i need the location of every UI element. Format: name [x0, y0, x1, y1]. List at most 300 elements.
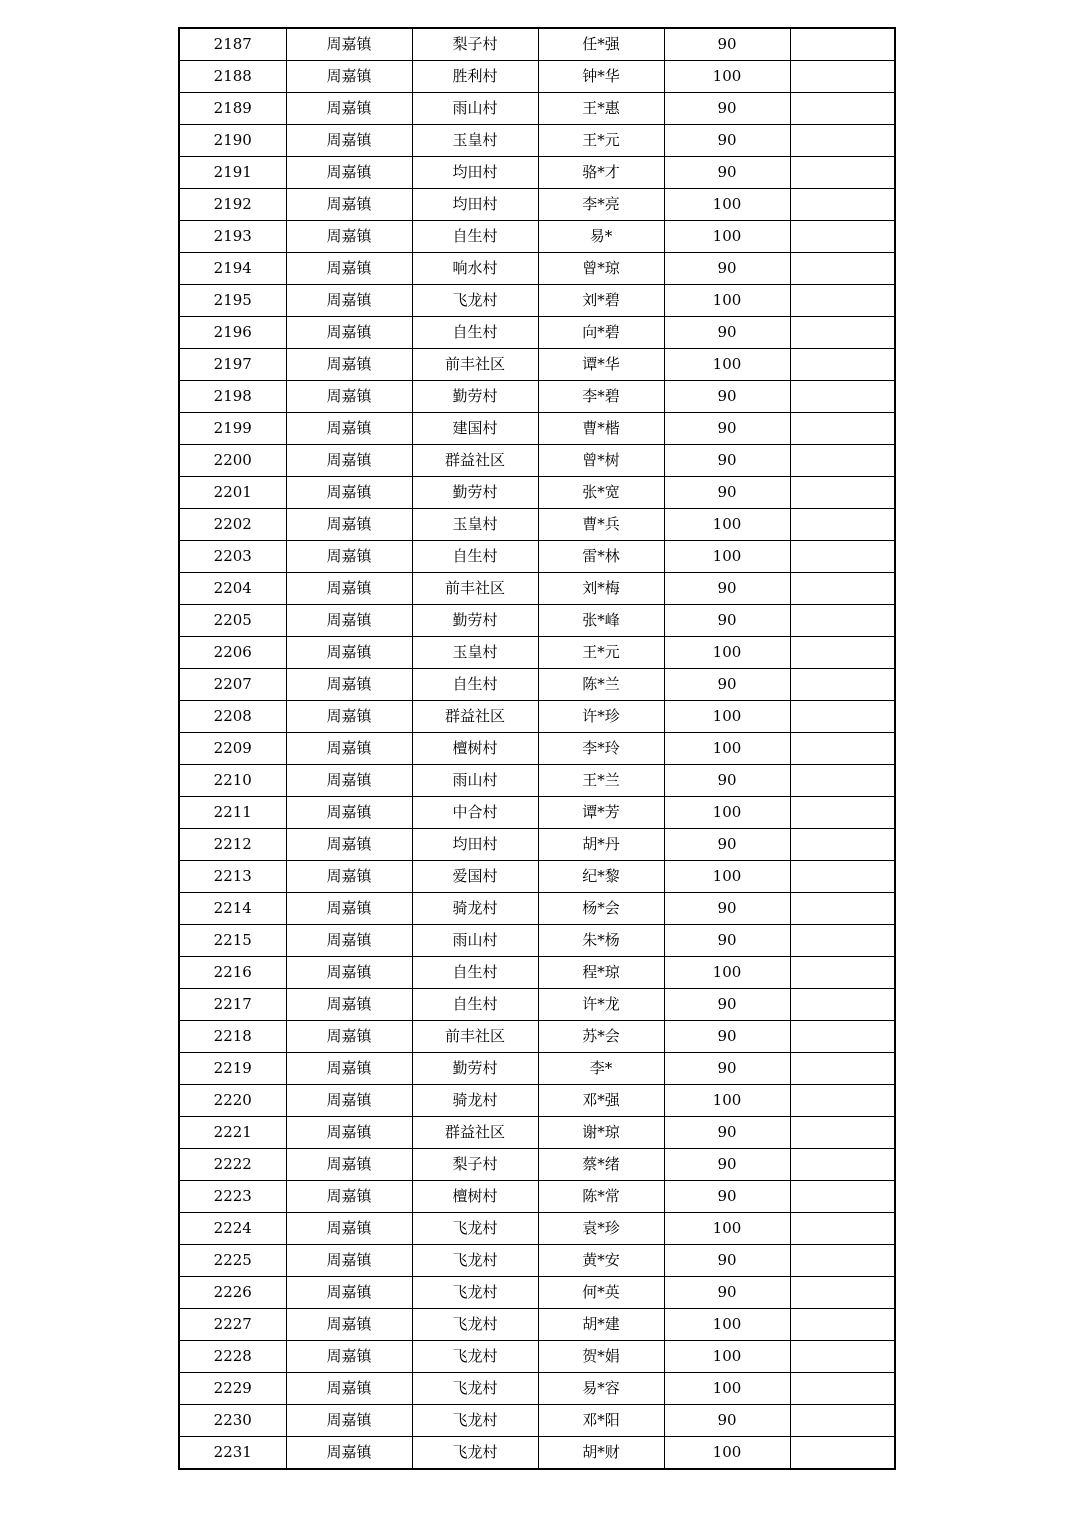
note-cell [790, 1181, 895, 1213]
village-cell: 响水村 [412, 253, 538, 285]
row-number-cell: 2191 [179, 157, 286, 189]
town-cell: 周嘉镇 [286, 1437, 412, 1470]
note-cell [790, 989, 895, 1021]
name-cell: 杨*会 [538, 893, 664, 925]
amount-cell: 90 [664, 157, 790, 189]
village-cell: 自生村 [412, 957, 538, 989]
note-cell [790, 1213, 895, 1245]
row-number-cell: 2200 [179, 445, 286, 477]
row-number-cell: 2218 [179, 1021, 286, 1053]
amount-cell: 100 [664, 541, 790, 573]
village-cell: 勤劳村 [412, 1053, 538, 1085]
town-cell: 周嘉镇 [286, 381, 412, 413]
table-row [179, 1117, 895, 1149]
village-cell: 均田村 [412, 829, 538, 861]
village-cell: 雨山村 [412, 765, 538, 797]
amount-cell: 100 [664, 1341, 790, 1373]
town-cell: 周嘉镇 [286, 1373, 412, 1405]
name-cell: 王*兰 [538, 765, 664, 797]
town-cell: 周嘉镇 [286, 669, 412, 701]
row-number-cell: 2226 [179, 1277, 286, 1309]
note-cell [790, 1341, 895, 1373]
row-number-cell: 2198 [179, 381, 286, 413]
name-cell: 黄*安 [538, 1245, 664, 1277]
note-cell [790, 541, 895, 573]
table-row [179, 445, 895, 477]
name-cell: 纪*黎 [538, 861, 664, 893]
village-cell: 飞龙村 [412, 1405, 538, 1437]
row-number-cell: 2211 [179, 797, 286, 829]
note-cell [790, 445, 895, 477]
village-cell: 骑龙村 [412, 893, 538, 925]
town-cell: 周嘉镇 [286, 28, 412, 61]
village-cell: 梨子村 [412, 28, 538, 61]
row-number-cell: 2225 [179, 1245, 286, 1277]
name-cell: 贺*娟 [538, 1341, 664, 1373]
table-row [179, 605, 895, 637]
name-cell: 朱*杨 [538, 925, 664, 957]
name-cell: 张*峰 [538, 605, 664, 637]
name-cell: 李*碧 [538, 381, 664, 413]
note-cell [790, 797, 895, 829]
note-cell [790, 61, 895, 93]
row-number-cell: 2220 [179, 1085, 286, 1117]
amount-cell: 100 [664, 637, 790, 669]
name-cell: 苏*会 [538, 1021, 664, 1053]
village-cell: 飞龙村 [412, 1373, 538, 1405]
village-cell: 前丰社区 [412, 573, 538, 605]
note-cell [790, 637, 895, 669]
row-number-cell: 2195 [179, 285, 286, 317]
amount-cell: 100 [664, 733, 790, 765]
town-cell: 周嘉镇 [286, 541, 412, 573]
town-cell: 周嘉镇 [286, 477, 412, 509]
village-cell: 自生村 [412, 669, 538, 701]
row-number-cell: 2207 [179, 669, 286, 701]
amount-cell: 90 [664, 829, 790, 861]
village-cell: 中合村 [412, 797, 538, 829]
row-number-cell: 2212 [179, 829, 286, 861]
amount-cell: 90 [664, 253, 790, 285]
name-cell: 谭*华 [538, 349, 664, 381]
village-cell: 骑龙村 [412, 1085, 538, 1117]
note-cell [790, 701, 895, 733]
table-row [179, 477, 895, 509]
name-cell: 袁*珍 [538, 1213, 664, 1245]
row-number-cell: 2206 [179, 637, 286, 669]
note-cell [790, 221, 895, 253]
amount-cell: 90 [664, 893, 790, 925]
note-cell [790, 28, 895, 61]
name-cell: 许*龙 [538, 989, 664, 1021]
table-row [179, 829, 895, 861]
town-cell: 周嘉镇 [286, 861, 412, 893]
name-cell: 陈*常 [538, 1181, 664, 1213]
table-row [179, 1405, 895, 1437]
name-cell: 曹*楷 [538, 413, 664, 445]
table-row [179, 573, 895, 605]
amount-cell: 100 [664, 797, 790, 829]
village-cell: 自生村 [412, 541, 538, 573]
name-cell: 许*珍 [538, 701, 664, 733]
table-row [179, 1373, 895, 1405]
town-cell: 周嘉镇 [286, 573, 412, 605]
town-cell: 周嘉镇 [286, 189, 412, 221]
village-cell: 勤劳村 [412, 477, 538, 509]
row-number-cell: 2194 [179, 253, 286, 285]
town-cell: 周嘉镇 [286, 1149, 412, 1181]
amount-cell: 90 [664, 1053, 790, 1085]
table-row [179, 253, 895, 285]
row-number-cell: 2216 [179, 957, 286, 989]
name-cell: 胡*财 [538, 1437, 664, 1470]
table-row [179, 509, 895, 541]
name-cell: 何*英 [538, 1277, 664, 1309]
village-cell: 胜利村 [412, 61, 538, 93]
village-cell: 群益社区 [412, 445, 538, 477]
village-cell: 飞龙村 [412, 1309, 538, 1341]
name-cell: 邓*强 [538, 1085, 664, 1117]
note-cell [790, 413, 895, 445]
table-row [179, 957, 895, 989]
village-cell: 自生村 [412, 989, 538, 1021]
note-cell [790, 573, 895, 605]
village-cell: 前丰社区 [412, 349, 538, 381]
village-cell: 梨子村 [412, 1149, 538, 1181]
amount-cell: 90 [664, 125, 790, 157]
table-row [179, 1309, 895, 1341]
village-cell: 爱国村 [412, 861, 538, 893]
note-cell [790, 1053, 895, 1085]
name-cell: 刘*梅 [538, 573, 664, 605]
amount-cell: 100 [664, 61, 790, 93]
town-cell: 周嘉镇 [286, 1181, 412, 1213]
table-row [179, 349, 895, 381]
town-cell: 周嘉镇 [286, 925, 412, 957]
table-row [179, 93, 895, 125]
name-cell: 李* [538, 1053, 664, 1085]
row-number-cell: 2189 [179, 93, 286, 125]
town-cell: 周嘉镇 [286, 765, 412, 797]
table-row [179, 28, 895, 61]
row-number-cell: 2193 [179, 221, 286, 253]
town-cell: 周嘉镇 [286, 1277, 412, 1309]
name-cell: 任*强 [538, 28, 664, 61]
town-cell: 周嘉镇 [286, 989, 412, 1021]
town-cell: 周嘉镇 [286, 349, 412, 381]
table-row [179, 1053, 895, 1085]
amount-cell: 90 [664, 605, 790, 637]
table-row [179, 125, 895, 157]
row-number-cell: 2215 [179, 925, 286, 957]
name-cell: 王*元 [538, 637, 664, 669]
note-cell [790, 253, 895, 285]
village-cell: 群益社区 [412, 1117, 538, 1149]
amount-cell: 90 [664, 1245, 790, 1277]
row-number-cell: 2224 [179, 1213, 286, 1245]
town-cell: 周嘉镇 [286, 605, 412, 637]
table-row [179, 61, 895, 93]
village-cell: 飞龙村 [412, 1213, 538, 1245]
town-cell: 周嘉镇 [286, 61, 412, 93]
row-number-cell: 2202 [179, 509, 286, 541]
note-cell [790, 829, 895, 861]
town-cell: 周嘉镇 [286, 893, 412, 925]
name-cell: 向*碧 [538, 317, 664, 349]
table-row [179, 189, 895, 221]
note-cell [790, 1149, 895, 1181]
table-row [179, 157, 895, 189]
row-number-cell: 2221 [179, 1117, 286, 1149]
village-cell: 自生村 [412, 221, 538, 253]
table-row [179, 317, 895, 349]
town-cell: 周嘉镇 [286, 221, 412, 253]
amount-cell: 100 [664, 349, 790, 381]
amount-cell: 90 [664, 1021, 790, 1053]
row-number-cell: 2201 [179, 477, 286, 509]
name-cell: 胡*建 [538, 1309, 664, 1341]
table-row [179, 669, 895, 701]
village-cell: 自生村 [412, 317, 538, 349]
row-number-cell: 2227 [179, 1309, 286, 1341]
amount-cell: 90 [664, 989, 790, 1021]
amount-cell: 100 [664, 1309, 790, 1341]
note-cell [790, 1277, 895, 1309]
table-row [179, 1341, 895, 1373]
village-cell: 飞龙村 [412, 1277, 538, 1309]
note-cell [790, 669, 895, 701]
amount-cell: 90 [664, 1149, 790, 1181]
name-cell: 胡*丹 [538, 829, 664, 861]
table-row [179, 1213, 895, 1245]
amount-cell: 90 [664, 1181, 790, 1213]
amount-cell: 100 [664, 1085, 790, 1117]
note-cell [790, 733, 895, 765]
village-cell: 建国村 [412, 413, 538, 445]
note-cell [790, 1021, 895, 1053]
amount-cell: 90 [664, 1277, 790, 1309]
table-row [179, 381, 895, 413]
amount-cell: 100 [664, 221, 790, 253]
row-number-cell: 2210 [179, 765, 286, 797]
table-row [179, 765, 895, 797]
row-number-cell: 2204 [179, 573, 286, 605]
table-row [179, 637, 895, 669]
amount-cell: 90 [664, 925, 790, 957]
table-row [179, 1277, 895, 1309]
village-cell: 雨山村 [412, 93, 538, 125]
amount-cell: 90 [664, 381, 790, 413]
note-cell [790, 125, 895, 157]
amount-cell: 100 [664, 701, 790, 733]
row-number-cell: 2214 [179, 893, 286, 925]
name-cell: 谭*芳 [538, 797, 664, 829]
note-cell [790, 765, 895, 797]
town-cell: 周嘉镇 [286, 1341, 412, 1373]
table-row [179, 413, 895, 445]
name-cell: 蔡*绪 [538, 1149, 664, 1181]
amount-cell: 100 [664, 509, 790, 541]
town-cell: 周嘉镇 [286, 1309, 412, 1341]
amount-cell: 90 [664, 413, 790, 445]
amount-cell: 90 [664, 28, 790, 61]
village-cell: 均田村 [412, 189, 538, 221]
table-row [179, 1085, 895, 1117]
table-row [179, 893, 895, 925]
town-cell: 周嘉镇 [286, 317, 412, 349]
note-cell [790, 93, 895, 125]
table-row [179, 221, 895, 253]
note-cell [790, 509, 895, 541]
note-cell [790, 189, 895, 221]
village-cell: 飞龙村 [412, 1437, 538, 1470]
village-cell: 前丰社区 [412, 1021, 538, 1053]
row-number-cell: 2230 [179, 1405, 286, 1437]
amount-cell: 100 [664, 1437, 790, 1470]
name-cell: 曹*兵 [538, 509, 664, 541]
table-row [179, 701, 895, 733]
village-cell: 飞龙村 [412, 1245, 538, 1277]
amount-cell: 100 [664, 285, 790, 317]
note-cell [790, 925, 895, 957]
town-cell: 周嘉镇 [286, 93, 412, 125]
amount-cell: 100 [664, 189, 790, 221]
table-row [179, 797, 895, 829]
row-number-cell: 2199 [179, 413, 286, 445]
note-cell [790, 1309, 895, 1341]
amount-cell: 100 [664, 957, 790, 989]
village-cell: 玉皇村 [412, 509, 538, 541]
name-cell: 骆*才 [538, 157, 664, 189]
village-cell: 群益社区 [412, 701, 538, 733]
row-number-cell: 2229 [179, 1373, 286, 1405]
amount-cell: 90 [664, 573, 790, 605]
amount-cell: 100 [664, 1373, 790, 1405]
row-number-cell: 2231 [179, 1437, 286, 1470]
village-cell: 勤劳村 [412, 381, 538, 413]
note-cell [790, 893, 895, 925]
name-cell: 张*宽 [538, 477, 664, 509]
amount-cell: 90 [664, 445, 790, 477]
table-row [179, 1437, 895, 1470]
row-number-cell: 2219 [179, 1053, 286, 1085]
town-cell: 周嘉镇 [286, 829, 412, 861]
amount-cell: 100 [664, 1213, 790, 1245]
note-cell [790, 285, 895, 317]
name-cell: 易* [538, 221, 664, 253]
town-cell: 周嘉镇 [286, 1053, 412, 1085]
note-cell [790, 957, 895, 989]
note-cell [790, 317, 895, 349]
row-number-cell: 2197 [179, 349, 286, 381]
town-cell: 周嘉镇 [286, 1117, 412, 1149]
row-number-cell: 2217 [179, 989, 286, 1021]
note-cell [790, 477, 895, 509]
village-cell: 勤劳村 [412, 605, 538, 637]
name-cell: 李*玲 [538, 733, 664, 765]
amount-cell: 90 [664, 765, 790, 797]
town-cell: 周嘉镇 [286, 285, 412, 317]
village-cell: 檀树村 [412, 1181, 538, 1213]
table-row [179, 925, 895, 957]
town-cell: 周嘉镇 [286, 1405, 412, 1437]
table-row [179, 1149, 895, 1181]
table-row [179, 1181, 895, 1213]
village-cell: 飞龙村 [412, 285, 538, 317]
town-cell: 周嘉镇 [286, 733, 412, 765]
note-cell [790, 1405, 895, 1437]
name-cell: 王*惠 [538, 93, 664, 125]
row-number-cell: 2222 [179, 1149, 286, 1181]
roster-table [178, 27, 896, 1470]
name-cell: 钟*华 [538, 61, 664, 93]
town-cell: 周嘉镇 [286, 445, 412, 477]
amount-cell: 90 [664, 317, 790, 349]
table-row [179, 733, 895, 765]
town-cell: 周嘉镇 [286, 701, 412, 733]
town-cell: 周嘉镇 [286, 1245, 412, 1277]
name-cell: 曾*琼 [538, 253, 664, 285]
village-cell: 雨山村 [412, 925, 538, 957]
amount-cell: 90 [664, 669, 790, 701]
amount-cell: 90 [664, 1405, 790, 1437]
name-cell: 雷*林 [538, 541, 664, 573]
name-cell: 陈*兰 [538, 669, 664, 701]
name-cell: 曾*树 [538, 445, 664, 477]
amount-cell: 90 [664, 1117, 790, 1149]
town-cell: 周嘉镇 [286, 1085, 412, 1117]
note-cell [790, 1245, 895, 1277]
town-cell: 周嘉镇 [286, 1213, 412, 1245]
town-cell: 周嘉镇 [286, 1021, 412, 1053]
village-cell: 飞龙村 [412, 1341, 538, 1373]
row-number-cell: 2223 [179, 1181, 286, 1213]
note-cell [790, 157, 895, 189]
row-number-cell: 2190 [179, 125, 286, 157]
town-cell: 周嘉镇 [286, 509, 412, 541]
name-cell: 易*容 [538, 1373, 664, 1405]
row-number-cell: 2213 [179, 861, 286, 893]
town-cell: 周嘉镇 [286, 253, 412, 285]
note-cell [790, 1373, 895, 1405]
table-row [179, 989, 895, 1021]
table-row [179, 541, 895, 573]
town-cell: 周嘉镇 [286, 797, 412, 829]
town-cell: 周嘉镇 [286, 957, 412, 989]
village-cell: 均田村 [412, 157, 538, 189]
name-cell: 刘*碧 [538, 285, 664, 317]
name-cell: 李*亮 [538, 189, 664, 221]
note-cell [790, 1085, 895, 1117]
note-cell [790, 861, 895, 893]
row-number-cell: 2205 [179, 605, 286, 637]
table-row [179, 1245, 895, 1277]
table-row [179, 861, 895, 893]
amount-cell: 90 [664, 477, 790, 509]
note-cell [790, 1437, 895, 1470]
table-row [179, 1021, 895, 1053]
town-cell: 周嘉镇 [286, 637, 412, 669]
row-number-cell: 2188 [179, 61, 286, 93]
row-number-cell: 2196 [179, 317, 286, 349]
village-cell: 檀树村 [412, 733, 538, 765]
row-number-cell: 2187 [179, 28, 286, 61]
row-number-cell: 2203 [179, 541, 286, 573]
town-cell: 周嘉镇 [286, 157, 412, 189]
village-cell: 玉皇村 [412, 637, 538, 669]
table-row [179, 285, 895, 317]
town-cell: 周嘉镇 [286, 125, 412, 157]
